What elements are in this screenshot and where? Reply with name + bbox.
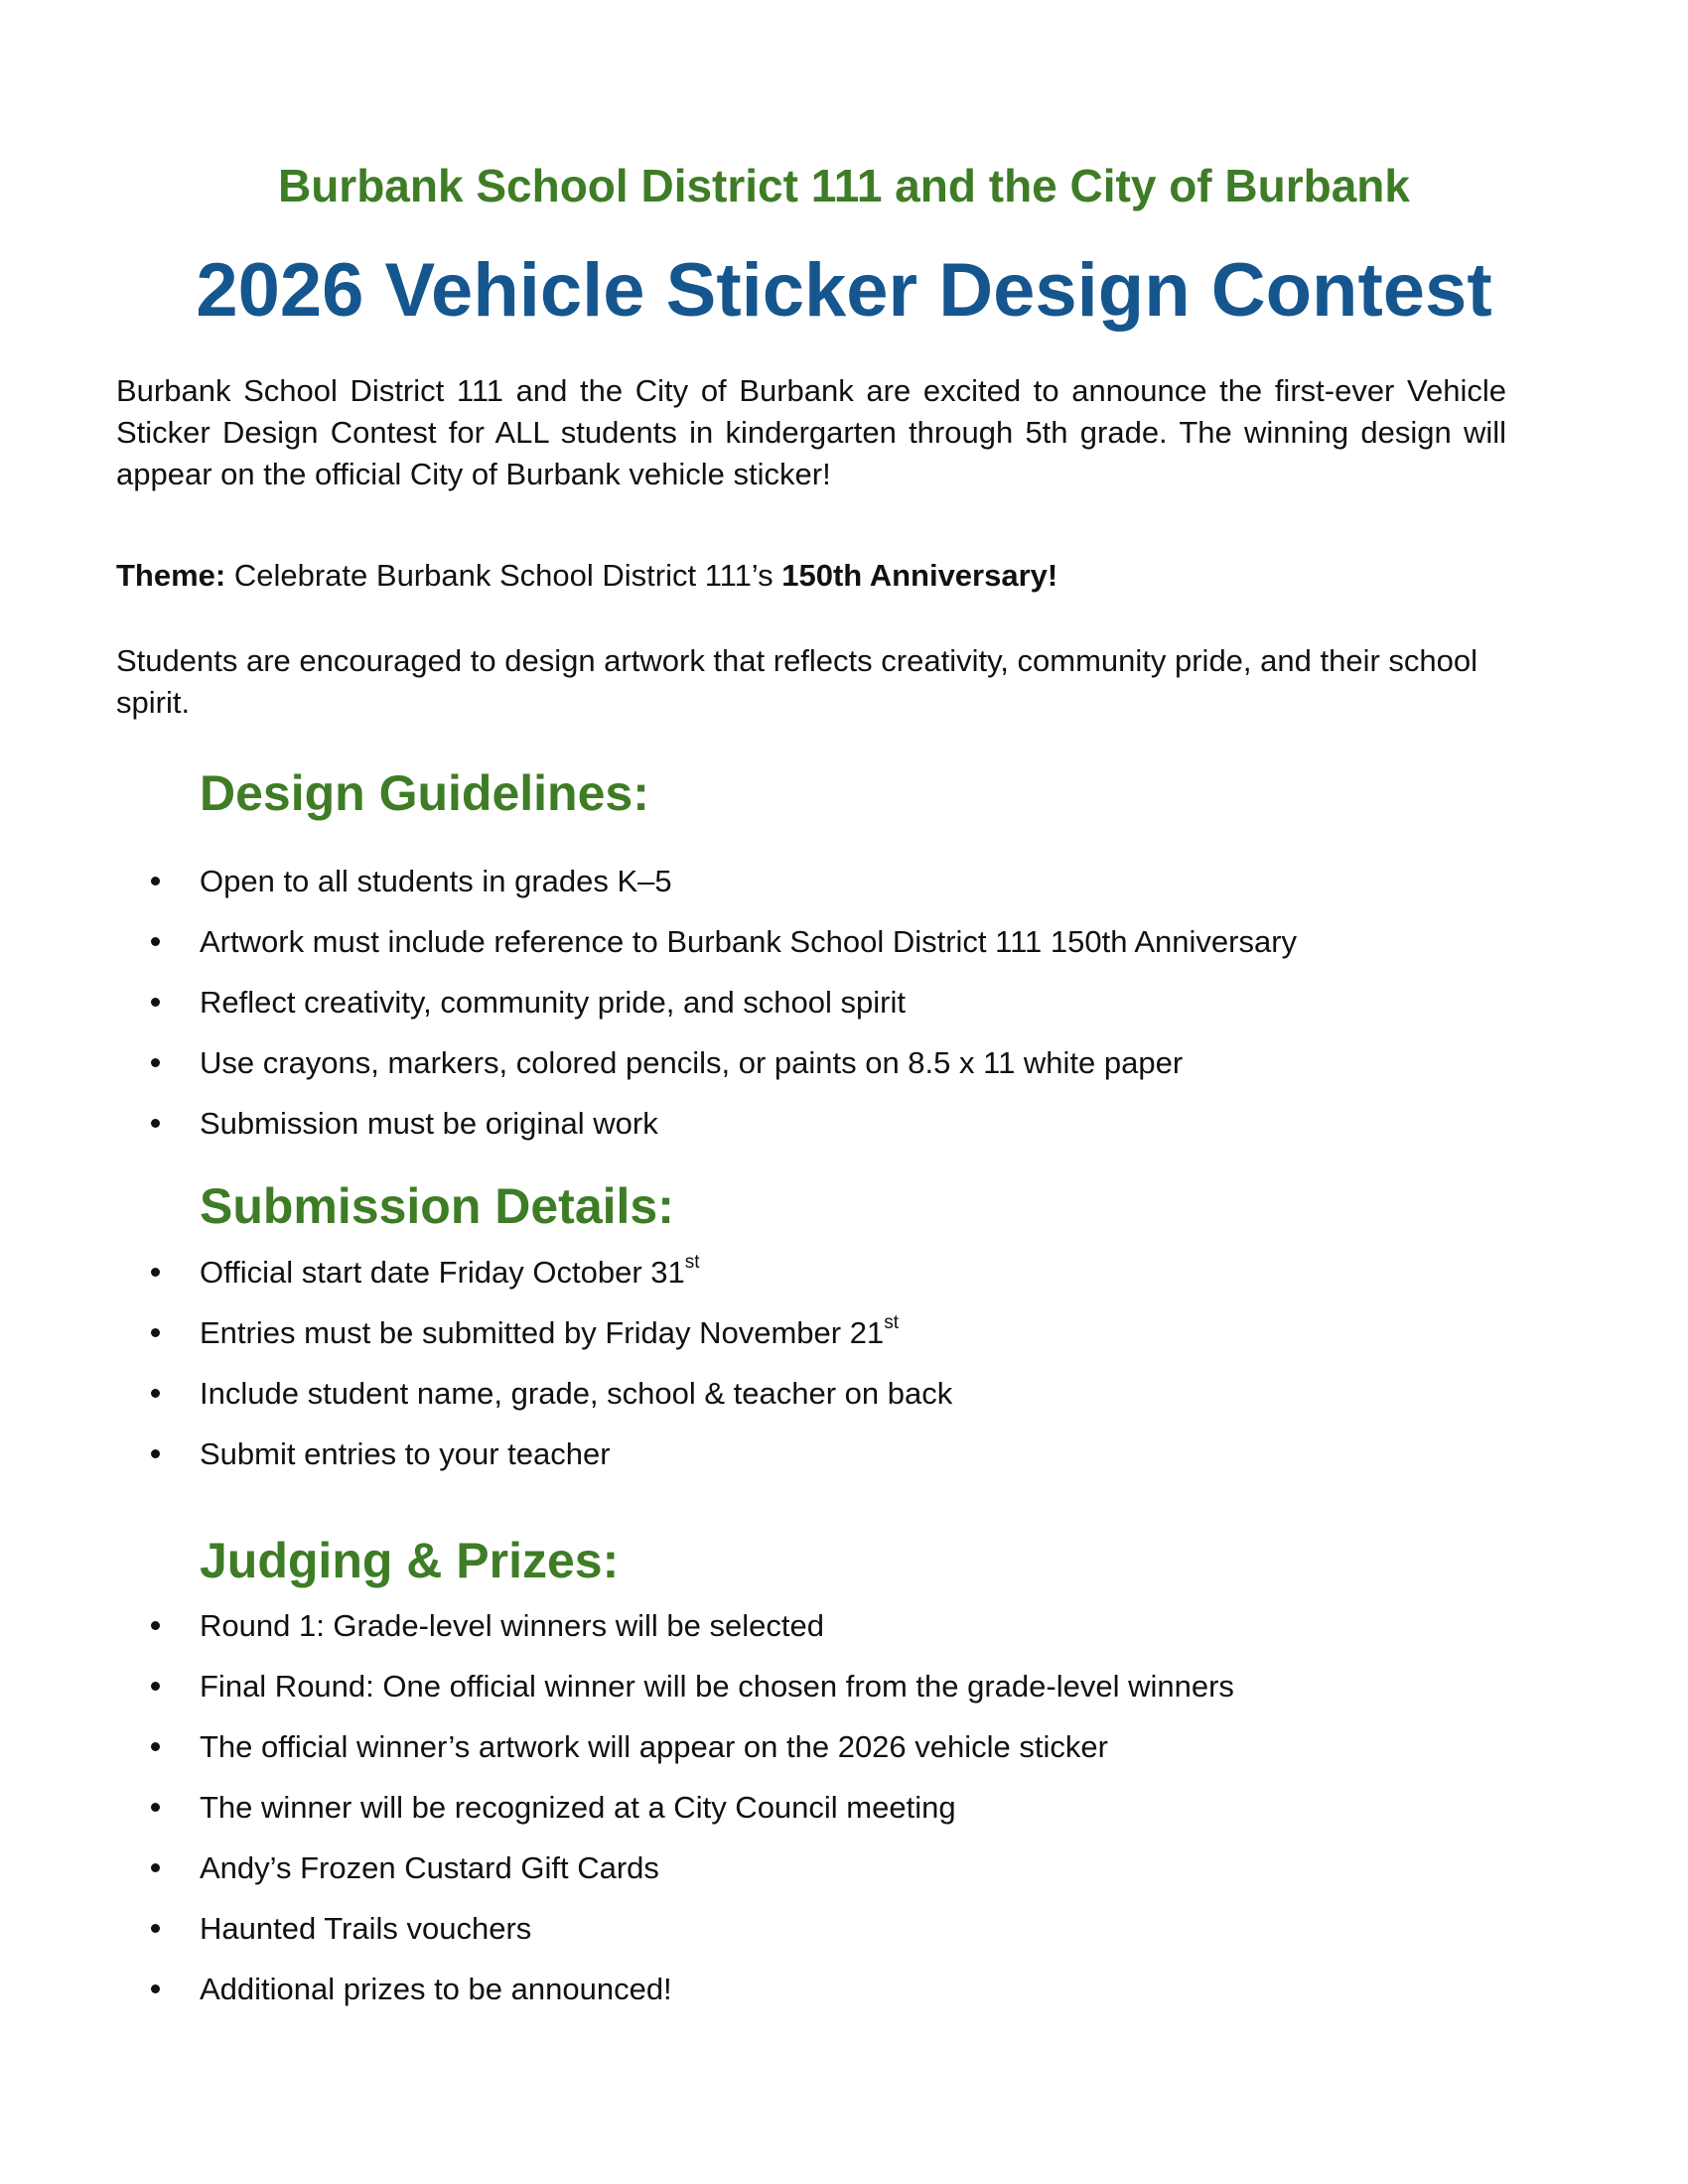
list-item-text: Open to all students in grades K–5 <box>200 864 672 898</box>
bullet-icon <box>151 1449 160 1458</box>
list-item <box>0 982 1589 1042</box>
list-item <box>0 1666 1589 1726</box>
bullet-icon <box>151 1803 160 1812</box>
bullet-icon <box>151 1924 160 1933</box>
theme-label: Theme: <box>116 558 226 593</box>
ordinal-suffix: st <box>684 1251 700 1273</box>
judging-prizes-heading: Judging & Prizes: <box>200 1533 620 1588</box>
bullet-icon <box>151 1621 160 1630</box>
list-item <box>0 1433 1589 1494</box>
list-item <box>0 1847 1589 1908</box>
theme-line <box>116 555 1506 597</box>
bullet-icon <box>151 998 160 1007</box>
list-item-text: Use crayons, markers, colored pencils, or paints on 8.5 x 11 white paper <box>200 1045 1184 1080</box>
submission-details-heading: Submission Details: <box>200 1178 674 1234</box>
list-item-text: Round 1: Grade-level winners will be selected <box>200 1608 824 1643</box>
list-item <box>0 1787 1589 1847</box>
bullet-icon <box>151 1742 160 1751</box>
list-item-text: Additional prizes to be announced! <box>200 1972 672 2006</box>
bullet-icon <box>151 1268 160 1277</box>
list-item <box>0 1969 1589 2029</box>
design-guidelines-heading: Design Guidelines: <box>200 765 649 821</box>
bullet-icon <box>151 877 160 886</box>
bullet-icon <box>151 937 160 946</box>
list-item <box>0 1726 1589 1787</box>
bullet-icon <box>151 1863 160 1872</box>
design-guidelines-list <box>0 861 1589 1163</box>
submission-details-list <box>0 1252 1589 1494</box>
list-item-text: Submit entries to your teacher <box>200 1436 611 1471</box>
list-item-text: Haunted Trails vouchers <box>200 1911 532 1946</box>
page-title: 2026 Vehicle Sticker Design Contest <box>196 248 1492 333</box>
list-item-text: Entries must be submitted by Friday November 21st <box>200 1311 899 1350</box>
bullet-icon <box>151 1984 160 1993</box>
list-item-text: The winner will be recognized at a City Council meeting <box>200 1790 956 1825</box>
list-item <box>0 1312 1589 1373</box>
bullet-icon <box>151 1058 160 1067</box>
bullet-icon <box>151 1682 160 1691</box>
bullet-icon <box>151 1119 160 1128</box>
list-item <box>0 1103 1589 1163</box>
ordinal-suffix: st <box>884 1311 899 1333</box>
intro-paragraph: Burbank School District 111 and the City of Burbank are excited to announce the first-ever Vehicle Sticker Design Contest for ALL students in kindergarten through 5th grade. The winning design will appear on the official City of Burbank vehicle sticker! <box>116 373 1506 491</box>
list-item <box>0 1252 1589 1312</box>
bullet-icon <box>151 1328 160 1337</box>
page-subtitle: Burbank School District 111 and the City of Burbank <box>277 160 1410 211</box>
list-item-text: Artwork must include reference to Burbank School District 111 150th Anniversary <box>200 924 1298 959</box>
list-item <box>0 1042 1589 1103</box>
list-item-text: Final Round: One official winner will be chosen from the grade-level winners <box>200 1669 1234 1704</box>
list-item-text: Include student name, grade, school & teacher on back <box>200 1376 953 1411</box>
theme-highlight: 150th Anniversary! <box>781 558 1058 593</box>
list-item-text: Official start date Friday October 31st <box>200 1251 700 1290</box>
judging-prizes-list <box>0 1605 1589 2029</box>
list-item <box>0 1908 1589 1969</box>
list-item-text: Andy’s Frozen Custard Gift Cards <box>200 1850 659 1885</box>
encourage-paragraph: Students are encouraged to design artwork that reflects creativity, community pride, and their school spirit. <box>116 643 1478 720</box>
list-item-text: Submission must be original work <box>200 1106 658 1141</box>
list-item <box>0 861 1589 921</box>
list-item-text: Reflect creativity, community pride, and school spirit <box>200 985 906 1020</box>
bullet-icon <box>151 1389 160 1398</box>
theme-text: Celebrate Burbank School District 111’s <box>225 558 782 593</box>
list-item-text: The official winner’s artwork will appear on the 2026 vehicle sticker <box>200 1729 1108 1764</box>
list-item <box>0 1605 1589 1666</box>
list-item <box>0 921 1589 982</box>
list-item <box>0 1373 1589 1433</box>
